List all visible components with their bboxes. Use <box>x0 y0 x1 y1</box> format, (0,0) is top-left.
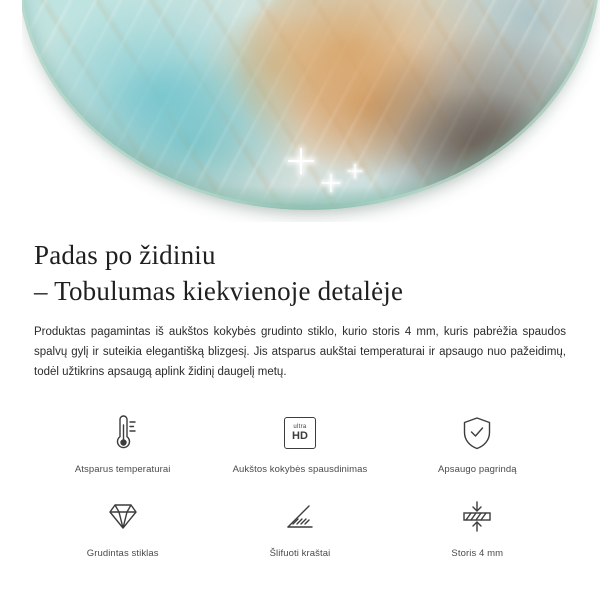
feature-label: Aukštos kokybės spausdinimas <box>232 463 368 475</box>
ultra-hd-icon <box>274 409 326 457</box>
page-title <box>34 222 566 309</box>
thermometer-icon <box>97 409 149 457</box>
ultra-hd-badge-top: ultra <box>293 423 307 430</box>
feature-label: Atsparus temperaturai <box>74 463 171 475</box>
marble-glass-disc-image <box>18 0 600 210</box>
feature-label: Šlifuoti kraštai <box>269 547 331 559</box>
shield-check-icon <box>451 409 503 457</box>
headline-line-1: Padas po židiniu <box>34 240 216 270</box>
hero-image <box>0 0 600 222</box>
feature-item-polished-edges <box>211 493 388 559</box>
feature-item-tempered-glass <box>34 493 211 559</box>
feature-label: Storis 4 mm <box>451 547 504 559</box>
hero-left-margin <box>0 0 22 222</box>
feature-label: Grudintas stiklas <box>86 547 159 559</box>
feature-item-print-quality <box>211 409 388 475</box>
polished-edges-icon <box>274 493 326 541</box>
diamond-icon <box>97 493 149 541</box>
ultra-hd-badge-bottom: HD <box>292 429 308 442</box>
feature-label: Apsaugo pagrindą <box>437 463 517 475</box>
description-paragraph: Produktas pagamintas iš aukštos kokybės grudinto stiklo, kurio storis 4 mm, kuris pabrėžia spaudos spalvų gylį ir suteikia elegantišką blizgesį. Jis atsparus aukštai temperaturai ir apsaugo nuo pažeidimų, todėl užtikrins apsaugą aplink židinį daugelį metų. <box>34 326 566 378</box>
content-area <box>0 222 600 559</box>
feature-item-surface-protection <box>389 409 566 475</box>
headline-line-2: – Tobulumas kiekvienoje detalėje <box>34 275 404 306</box>
thickness-icon <box>451 493 503 541</box>
feature-grid <box>34 409 566 559</box>
feature-item-temperature <box>34 409 211 475</box>
feature-item-thickness <box>389 493 566 559</box>
